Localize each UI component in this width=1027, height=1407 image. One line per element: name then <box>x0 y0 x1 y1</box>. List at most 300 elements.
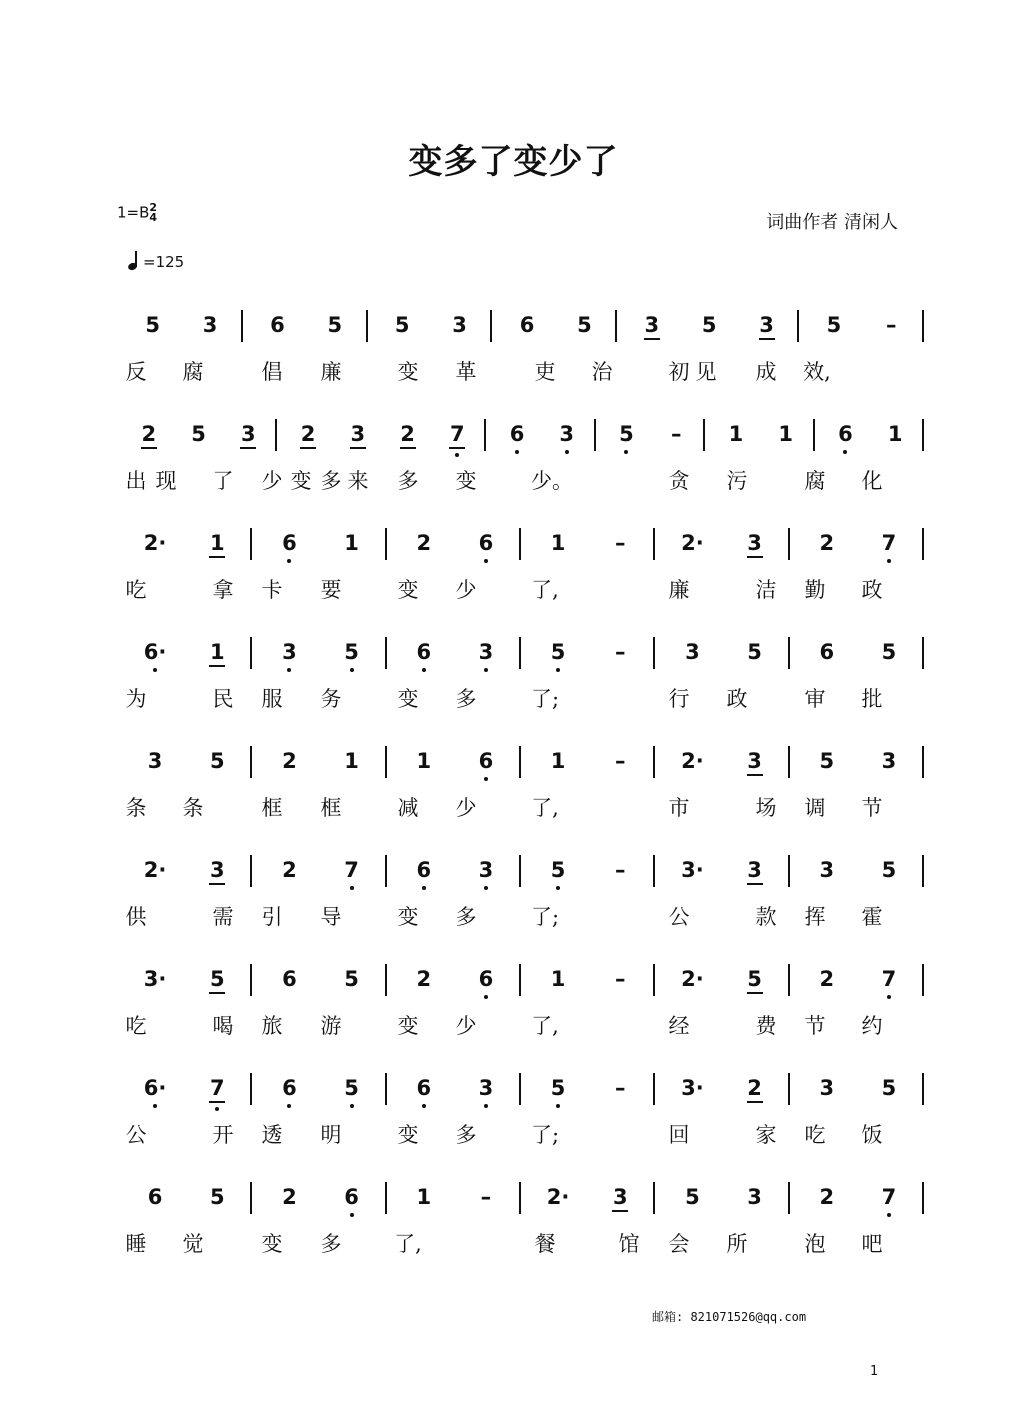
lyric-char: 了; <box>531 687 560 711</box>
note: 3 <box>881 749 897 773</box>
note: 1 <box>416 749 432 773</box>
lyric-char: 拿 <box>212 578 234 602</box>
note: 3 <box>147 749 163 773</box>
bar-line <box>788 746 790 778</box>
note: 7 <box>877 966 901 994</box>
note: 2 <box>819 1185 835 1209</box>
underline-mark <box>209 556 225 558</box>
bar-line <box>250 746 252 778</box>
note: 2 <box>282 749 297 773</box>
note: – <box>615 967 626 991</box>
lower-octave-dot <box>484 1104 488 1108</box>
bar-line <box>922 746 924 778</box>
lyric-char: 导 <box>320 905 342 929</box>
lower-octave-dot <box>215 1107 219 1111</box>
bar-line <box>788 637 790 669</box>
lower-octave-dot <box>350 1213 354 1217</box>
note: – <box>615 640 626 664</box>
lower-octave-dot <box>887 995 891 999</box>
lower-octave-dot <box>422 886 426 890</box>
note: 6 <box>505 421 529 449</box>
lyric-char: 初 <box>668 360 690 384</box>
lyric-char: 服 <box>261 687 283 711</box>
lyric-char: 吃 <box>125 578 147 602</box>
note: 6 <box>412 639 436 667</box>
note: 6 <box>819 640 835 664</box>
lyric-char: 变 <box>397 1123 419 1147</box>
note: 2· <box>143 531 167 555</box>
note: 5 <box>344 967 359 991</box>
bar-line <box>519 528 521 560</box>
bar-line <box>385 1182 387 1214</box>
note: 1 <box>778 422 793 446</box>
lower-octave-dot <box>556 668 560 672</box>
bar-line <box>366 310 368 342</box>
note: – <box>615 749 626 773</box>
lyric-char: 旅 <box>261 1014 283 1038</box>
tempo-value: =125 <box>143 253 185 271</box>
note: – <box>886 313 897 337</box>
underline-mark <box>747 883 763 885</box>
lyric-char: 吏 <box>534 360 556 384</box>
bar-line <box>922 310 924 342</box>
lyric-char: 霍 <box>861 905 883 929</box>
bar-line <box>788 964 790 996</box>
lyric-char: 行 <box>668 687 690 711</box>
underline-mark <box>209 883 225 885</box>
lyric-char: 变 <box>397 578 419 602</box>
lyric-char: 挥 <box>804 905 826 929</box>
note: 1 <box>550 749 566 773</box>
lyric-char: 条 <box>182 796 204 820</box>
note: 2 <box>396 421 420 449</box>
note: – <box>615 1076 626 1100</box>
note: 6 <box>833 421 857 449</box>
lyric-char: 效, <box>803 360 831 384</box>
lyric-char: 腐 <box>804 469 826 493</box>
note: 5 <box>747 640 762 664</box>
lower-octave-dot <box>350 668 354 672</box>
note: 3 <box>747 1185 762 1209</box>
underline-mark <box>209 1101 225 1103</box>
bar-line <box>275 419 277 451</box>
underline-mark <box>400 447 416 449</box>
note: 1 <box>550 967 566 991</box>
note: 2 <box>743 1075 767 1103</box>
lyric-char: 审 <box>804 687 826 711</box>
lyric-char: 会 <box>668 1232 690 1256</box>
note: 3 <box>277 639 301 667</box>
lyric-char: 节 <box>804 1014 826 1038</box>
note: 3 <box>819 1076 835 1100</box>
lyric-char: 场 <box>755 796 777 820</box>
lyric-char: 喝 <box>212 1014 234 1038</box>
bar-line <box>653 637 655 669</box>
time-sig-top: 2 <box>149 201 158 214</box>
lyric-char: 了, <box>531 1014 559 1038</box>
note: 7 <box>877 1184 901 1212</box>
lyric-char: 贪 <box>668 469 690 493</box>
bar-line <box>250 855 252 887</box>
note: 2 <box>416 967 432 991</box>
note: 5 <box>546 857 570 885</box>
lyric-char: 泡 <box>804 1232 826 1256</box>
lyric-char: 约 <box>861 1014 883 1038</box>
lyric-char: 睡 <box>125 1232 147 1256</box>
bar-line <box>519 1182 521 1214</box>
bar-line <box>519 964 521 996</box>
note: 5 <box>340 1075 364 1103</box>
lower-octave-dot <box>287 1104 291 1108</box>
bar-line <box>922 1182 924 1214</box>
note: – <box>670 422 682 446</box>
lyric-char: 少 <box>455 796 477 820</box>
note: 3· <box>681 858 704 882</box>
bar-line <box>788 1182 790 1214</box>
bar-line <box>519 1073 521 1105</box>
lyric-char: 少。 <box>531 469 573 493</box>
note: 5 <box>394 313 410 337</box>
lyric-char: 少 <box>261 469 283 493</box>
lyric-char: 了 <box>212 469 234 493</box>
lyric-char: 要 <box>320 578 342 602</box>
bar-line <box>813 419 815 451</box>
note: 6 <box>474 748 498 776</box>
note: 3 <box>819 858 835 882</box>
note: 7 <box>340 857 364 885</box>
lower-octave-dot <box>484 777 488 781</box>
lyric-char: 化 <box>861 469 883 493</box>
lyric-char: 多 <box>455 1123 477 1147</box>
note: – <box>615 858 626 882</box>
bar-line <box>519 855 521 887</box>
lyric-char: 明 <box>320 1123 342 1147</box>
lyric-char: 洁 <box>755 578 777 602</box>
note: 6 <box>277 530 301 558</box>
lyric-char: 吃 <box>804 1123 826 1147</box>
note: 3 <box>743 857 767 885</box>
lyric-char: 政 <box>726 687 748 711</box>
lyric-char: 来 <box>347 469 369 493</box>
footer-email: 邮箱: 821071526@qq.com <box>652 1310 807 1324</box>
note: 5 <box>881 640 897 664</box>
bar-line <box>653 1182 655 1214</box>
note: 6 <box>277 1075 301 1103</box>
lyric-char: 条 <box>125 796 147 820</box>
note: 6 <box>270 313 285 337</box>
bar-line <box>385 1073 387 1105</box>
note: 3 <box>640 312 664 340</box>
note: 2· <box>681 531 704 555</box>
note: 3 <box>743 530 767 558</box>
note: 6 <box>412 857 436 885</box>
lyric-char: 廉 <box>668 578 690 602</box>
lower-octave-dot <box>153 1104 157 1108</box>
note: 3 <box>452 313 467 337</box>
bar-line <box>653 746 655 778</box>
lyric-char: 多 <box>320 1232 342 1256</box>
bar-line <box>594 419 596 451</box>
note: 3 <box>474 857 498 885</box>
note: 3· <box>681 1076 704 1100</box>
note: 1 <box>344 749 359 773</box>
underline-mark <box>747 992 763 994</box>
lyric-char: 多 <box>455 905 477 929</box>
lyric-char: 革 <box>455 360 477 384</box>
key-label: 1=B <box>117 203 150 222</box>
song-title: 变多了变少了 <box>408 142 619 182</box>
note: 2 <box>296 421 320 449</box>
lyric-char: 所 <box>726 1232 748 1256</box>
lyric-char: 家 <box>755 1123 777 1147</box>
lyric-char: 务 <box>320 687 342 711</box>
bar-line <box>250 1182 252 1214</box>
lyric-char: 卡 <box>261 578 283 602</box>
bar-line <box>653 855 655 887</box>
lyric-char: 需 <box>212 905 234 929</box>
note: 2· <box>143 858 167 882</box>
underline-mark <box>350 447 366 449</box>
note: 7 <box>205 1075 229 1103</box>
lyric-char: 勤 <box>804 578 826 602</box>
bar-line <box>385 746 387 778</box>
note: 5 <box>819 749 835 773</box>
note: 3 <box>555 421 579 449</box>
lower-octave-dot <box>565 450 569 454</box>
lyric-char: 引 <box>261 905 283 929</box>
bar-line <box>385 855 387 887</box>
underline-mark <box>612 1210 628 1212</box>
note: 6 <box>474 966 498 994</box>
lyric-char: 变 <box>290 469 312 493</box>
note: – <box>615 531 626 555</box>
underline-mark <box>300 447 316 449</box>
lyric-char: 框 <box>320 796 342 820</box>
lyric-char: 腐 <box>182 360 204 384</box>
underline-mark <box>141 447 157 449</box>
note: 5 <box>614 421 638 449</box>
bar-line <box>385 528 387 560</box>
lyric-char: 了, <box>394 1232 422 1256</box>
lyric-char: 反 <box>125 360 147 384</box>
lyric-char: 成 <box>755 360 777 384</box>
note: 3 <box>202 313 218 337</box>
bar-line <box>653 964 655 996</box>
lyric-char: 变 <box>397 687 419 711</box>
bar-line <box>788 855 790 887</box>
lyric-char: 公 <box>668 905 690 929</box>
note: 3 <box>474 639 498 667</box>
note: 1 <box>887 422 903 446</box>
lower-octave-dot <box>422 668 426 672</box>
note: 7 <box>877 530 901 558</box>
note: 5 <box>881 1076 897 1100</box>
lower-octave-dot <box>153 668 157 672</box>
note: 2 <box>416 531 432 555</box>
lyric-char: 餐 <box>534 1232 556 1256</box>
note: 5 <box>145 313 160 337</box>
note: 2 <box>282 1185 297 1209</box>
lyric-char: 变 <box>397 905 419 929</box>
note: 1 <box>205 530 229 558</box>
bar-line <box>484 419 486 451</box>
bar-line <box>241 310 243 342</box>
lyric-char: 治 <box>591 360 613 384</box>
lower-octave-dot <box>887 559 891 563</box>
lyric-char: 公 <box>125 1123 147 1147</box>
lyric-char: 了, <box>531 796 559 820</box>
lyric-char: 开 <box>212 1123 234 1147</box>
note: 3 <box>685 640 700 664</box>
note: 3 <box>346 421 370 449</box>
lower-octave-dot <box>350 886 354 890</box>
composer-credit: 词曲作者 清闲人 <box>766 212 898 233</box>
note: 3 <box>608 1184 632 1212</box>
lyric-char: 款 <box>755 905 777 929</box>
note: 2 <box>819 967 835 991</box>
note: 5 <box>701 313 717 337</box>
bar-line <box>250 528 252 560</box>
lyric-char: 为 <box>125 687 147 711</box>
lyric-char: 出 <box>125 469 147 493</box>
note: 6· <box>143 1075 167 1103</box>
bar-line <box>653 1073 655 1105</box>
lyric-char: 污 <box>726 469 748 493</box>
lyric-char: 市 <box>668 796 690 820</box>
lyric-char: 变 <box>397 360 419 384</box>
bar-line <box>250 1073 252 1105</box>
note: 5 <box>546 1075 570 1103</box>
lower-octave-dot <box>484 668 488 672</box>
lower-octave-dot <box>484 995 488 999</box>
note: 5 <box>209 749 225 773</box>
lyric-char: 变 <box>397 1014 419 1038</box>
note: 1 <box>416 1185 432 1209</box>
lower-octave-dot <box>287 559 291 563</box>
bar-line <box>922 419 924 451</box>
note: 6 <box>412 1075 436 1103</box>
note: 5 <box>685 1185 700 1209</box>
lower-octave-dot <box>887 1213 891 1217</box>
bar-line <box>922 637 924 669</box>
lyric-char: 吃 <box>125 1014 147 1038</box>
note: 3 <box>755 312 779 340</box>
note: 1 <box>550 531 566 555</box>
lower-octave-dot <box>624 450 628 454</box>
bar-line <box>385 964 387 996</box>
note: 6 <box>282 967 297 991</box>
bar-line <box>490 310 492 342</box>
lyric-char: 回 <box>668 1123 690 1147</box>
lyric-char: 现 <box>155 469 177 493</box>
bar-line <box>519 637 521 669</box>
underline-mark <box>747 1101 763 1103</box>
lyric-char: 框 <box>261 796 283 820</box>
lyric-char: 透 <box>261 1123 283 1147</box>
lyric-char: 廉 <box>320 360 342 384</box>
note: 2 <box>137 421 161 449</box>
underline-mark <box>449 447 465 449</box>
lyric-char: 政 <box>861 578 883 602</box>
lyric-char: 了, <box>531 578 559 602</box>
lyric-char: 费 <box>755 1014 777 1038</box>
lyric-char: 饭 <box>861 1123 883 1147</box>
underline-mark <box>209 665 225 667</box>
note: 3 <box>205 857 229 885</box>
lyric-char: 减 <box>397 796 419 820</box>
lower-octave-dot <box>350 1104 354 1108</box>
lyric-char: 调 <box>804 796 826 820</box>
lyric-char: 馆 <box>618 1232 640 1256</box>
note: 6 <box>340 1184 364 1212</box>
lower-octave-dot <box>556 886 560 890</box>
note: 7 <box>445 421 469 449</box>
note: 5 <box>205 966 229 994</box>
lyric-char: 民 <box>212 687 234 711</box>
note: 3 <box>474 1075 498 1103</box>
underline-mark <box>747 556 763 558</box>
note: 6 <box>474 530 498 558</box>
bar-line <box>385 637 387 669</box>
lyric-char: 批 <box>861 687 883 711</box>
lyric-char: 了; <box>531 905 560 929</box>
bar-line <box>797 310 799 342</box>
note: 5 <box>881 858 897 882</box>
lower-octave-dot <box>515 450 519 454</box>
lyric-char: 节 <box>861 796 883 820</box>
bar-line <box>615 310 617 342</box>
note: 3 <box>743 748 767 776</box>
note: 5 <box>340 639 364 667</box>
note: 2· <box>546 1185 570 1209</box>
lower-octave-dot <box>287 668 291 672</box>
bar-line <box>922 964 924 996</box>
lyric-char: 了; <box>531 1123 560 1147</box>
underline-mark <box>644 338 660 340</box>
note: 6 <box>147 1185 163 1209</box>
lower-octave-dot <box>455 453 459 457</box>
note: 5 <box>209 1185 225 1209</box>
lyric-char: 游 <box>320 1014 342 1038</box>
lyric-char: 倡 <box>261 360 283 384</box>
bar-line <box>250 637 252 669</box>
bar-line <box>788 1073 790 1105</box>
note: 5 <box>191 422 206 446</box>
bar-line <box>788 528 790 560</box>
bar-line <box>519 746 521 778</box>
lyric-char: 变 <box>261 1232 283 1256</box>
lyric-char: 见 <box>695 360 717 384</box>
underline-mark <box>759 338 775 340</box>
time-sig-bottom: 4 <box>149 211 158 224</box>
lower-octave-dot <box>484 559 488 563</box>
note: 5 <box>577 313 592 337</box>
bar-line <box>703 419 705 451</box>
note: 1 <box>344 531 359 555</box>
lyric-char: 多 <box>320 469 342 493</box>
note: 1 <box>728 422 744 446</box>
note: 6· <box>143 639 167 667</box>
bar-line <box>922 1073 924 1105</box>
bar-line <box>922 528 924 560</box>
lyric-char: 多 <box>455 687 477 711</box>
underline-mark <box>240 447 256 449</box>
note: 3· <box>143 967 167 991</box>
lyric-char: 少 <box>455 1014 477 1038</box>
lower-octave-dot <box>422 1104 426 1108</box>
note: 3 <box>236 421 260 449</box>
lyric-char: 变 <box>455 469 477 493</box>
